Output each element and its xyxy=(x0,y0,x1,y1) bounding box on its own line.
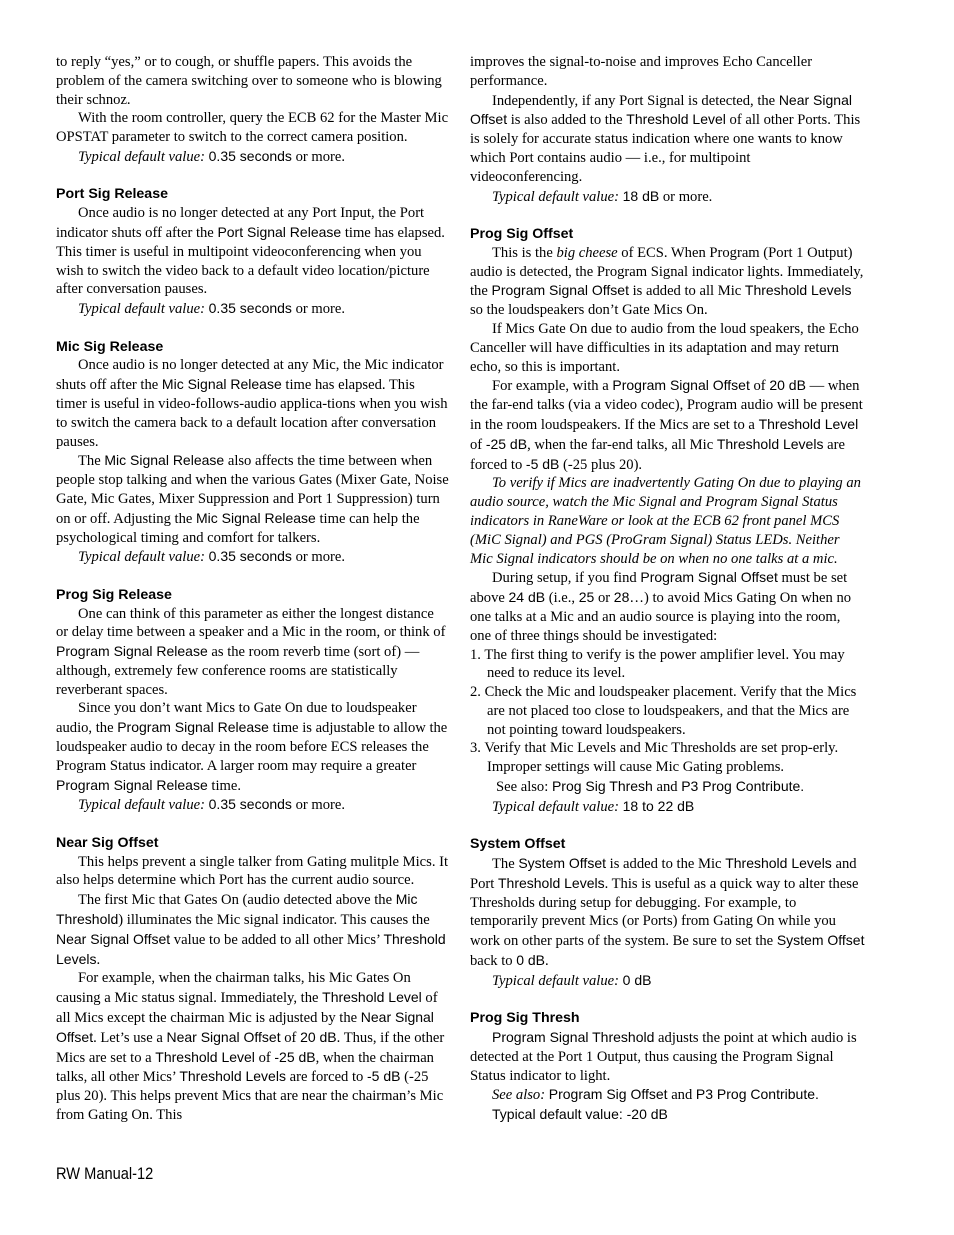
verify-note: To verify if Mics are inadvertently Gating On due to playing an audio source, watch the Mic Signal and Program Signal Status indicators in RaneWare or look at the ECB 62 front panel MCS (MiC Signal) and PGS (ProGram Signal) Status LEDs. Neither Mic Signal indicators should be on when no one talks at a mic. xyxy=(470,475,861,567)
list-item: 3. Verify that Mic Levels and Mic Thresholds are set prop-erly. Improper settings will cause Mic Gating problems. xyxy=(470,740,839,776)
section-heading-prog-sig-thresh: Prog Sig Thresh xyxy=(470,1010,580,1027)
page-footer: RW Manual-12 xyxy=(56,1164,154,1183)
paragraph: improves the signal-to-noise and improves Echo Canceller performance. xyxy=(470,54,813,89)
see-also: See also: Prog Sig Thresh and P3 Prog Contribute. xyxy=(496,778,805,796)
default-value: Typical default value: 0.35 seconds or more. xyxy=(78,300,346,318)
paragraph: If Mics Gate On due to audio from the loud speakers, the Echo Canceller will have difficulties in its adaptation and may return echo, so this is important. xyxy=(470,320,859,375)
list-item: 2. Check the Mic and loudspeaker placement. Verify that the Mics are not placed too close to loudspeakers, and that the Mics are not pointing toward loudspeakers. xyxy=(470,684,857,738)
paragraph: This helps prevent a single talker from Gating mulitple Mics. It also helps determine which Port has the current audio source. xyxy=(56,853,449,889)
default-value: Typical default value: 0.35 seconds or more. xyxy=(78,796,346,814)
paragraph: For example, when the chairman talks, his Mic Gates On causing a Mic status signal. Immediately, the Threshold Level of all Mics except the chairman Mic is adjusted by the Near Signal Offset. Let’s use a Near Signal Offset of 20 dB. Thus, if the other Mics are set to a Threshold Level of -25 dB, when the chairman talks, all other Mics’ Threshold Levels are forced to -5 dB (-25 plus 20). This helps prevent Mics that are near the chairman’s Mic from Gating On. This xyxy=(56,970,445,1124)
paragraph: The System Offset is added to the Mic Threshold Levels and Port Threshold Levels. This is useful as a quick way to alter these Thresholds during setup for debugging. For example, to temporarily prevent Mics (or Ports) from Gating On while you work on other parts of the system. Be sure to set the System Offset back to 0 dB. xyxy=(470,855,865,970)
left-column xyxy=(56,53,449,1125)
paragraph: Once audio is no longer detected at any Port Input, the Port indicator shuts off after the Port Signal Release time has elapsed. This timer is useful in multipoint videoconferencing when you wish to switch the video back to a default video location/picture after conversation pauses. xyxy=(56,205,445,298)
default-value: Typical default value: 18 dB or more. xyxy=(492,187,713,205)
right-column xyxy=(470,53,865,1124)
section-heading-system-offset: System Offset xyxy=(470,836,566,853)
paragraph: Independently, if any Port Signal is detected, the Near Signal Offset is also added to the Threshold Level of all other Ports. This is solely for accurate status indication where one wants to know which Port contains audio — i.e., for multipoint videoconferencing. xyxy=(470,91,861,185)
paragraph: Program Signal Threshold adjusts the point at which audio is detected at the Port 1 Output, thus causing the Program Signal Status indicator to light. xyxy=(470,1029,857,1084)
paragraph: Since you don’t want Mics to Gate On due to loudspeaker audio, the Program Signal Release time is adjustable to allow the loudspeaker audio to decay in the room before ECS releases the Program Status indicator. A larger room may require a greater Program Signal Release time. xyxy=(56,700,448,794)
section-heading-port-sig-release: Port Sig Release xyxy=(56,186,168,203)
paragraph: One can think of this parameter as either the longest distance or delay time between a speaker and a Mic in the room, or think of Program Signal Release as the room reverb time (sort of) — although, extremely few conference rooms are statistically reverberant spaces. xyxy=(56,605,446,698)
paragraph: For example, with a Program Signal Offset of 20 dB — when the far-end talks (via a video codec), Program audio will be present in the room loudspeakers. If the Mics are set to a Threshold Level of -25 dB, when the far-end talks, all Mic Threshold Levels are forced to -5 dB (-25 plus 20). xyxy=(470,377,863,473)
paragraph: With the room controller, query the ECB 62 for the Master Mic OPSTAT parameter to switch to the correct camera position. xyxy=(56,110,449,146)
see-also: See also: Program Sig Offset and P3 Prog Contribute. xyxy=(492,1086,819,1104)
paragraph: Once audio is no longer detected at any Mic, the Mic indicator shuts off after the Mic Signal Release time has elapsed. This timer is useful in video-follows-audio applica-tions when you wish to switch the camera back to a default location after conversation pauses. xyxy=(56,357,448,450)
paragraph: The Mic Signal Release also affects the time between when people stop talking and when the various Gates (Mixer Gate, Noise Gate, Mic Gates, Mixer Suppression and Port 1 Suppression) turn on or off. Adjusting the Mic Signal Release time can help the psychological timing and comfort for talkers. xyxy=(56,452,449,546)
default-value: Typical default value: 0.35 seconds or more. xyxy=(78,548,346,566)
section-heading-near-sig-offset: Near Sig Offset xyxy=(56,834,159,851)
default-value: Typical default value: 18 to 22 dB xyxy=(492,797,695,815)
default-value: Typical default value: -20 dB xyxy=(492,1106,668,1123)
default-value: Typical default value: 0 dB xyxy=(492,971,652,989)
default-value: Typical default value: 0.35 seconds or more. xyxy=(78,147,346,165)
section-heading-prog-sig-release: Prog Sig Release xyxy=(56,586,172,603)
paragraph: This is the big cheese of ECS. When Program (Port 1 Output) audio is detected, the Program Signal indicator lights. Immediately, the Program Signal Offset is added to all Mic Threshold Levels so the loudspeakers don’t Gate Mics On. xyxy=(470,244,864,319)
paragraph: During setup, if you find Program Signal Offset must be set above 24 dB (i.e., 25 or 28…) to avoid Mics Gating On when no one talks at a Mic and an audio source is playing into the room, one of three things should be investigated: xyxy=(470,569,852,644)
paragraph: The first Mic that Gates On (audio detected above the Mic Threshold) illuminates the Mic signal indicator. This causes the Near Signal Offset value to be added to all other Mics’ Threshold Levels. xyxy=(56,891,446,968)
list-item: 1. The first thing to verify is the power amplifier level. You may need to reduce its level. xyxy=(470,646,845,682)
section-heading-prog-sig-offset: Prog Sig Offset xyxy=(470,225,574,242)
paragraph: to reply “yes,” or to cough, or shuffle papers. This avoids the problem of the camera switching over to someone who is blowing their schnoz. xyxy=(56,54,442,108)
section-heading-mic-sig-release: Mic Sig Release xyxy=(56,338,164,355)
